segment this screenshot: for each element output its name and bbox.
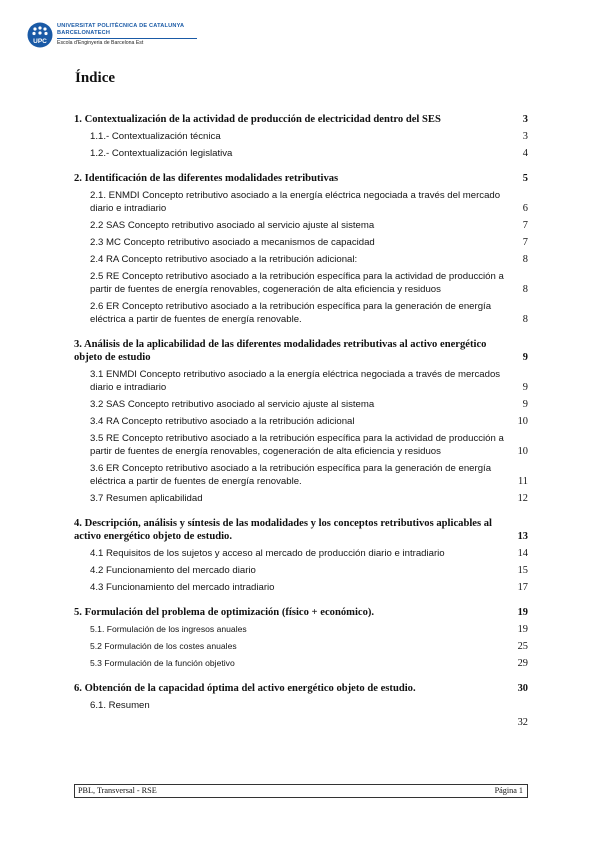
toc-subsection[interactable] [74,219,528,232]
toc-subsection[interactable] [74,300,528,326]
toc-entry-title: 6.1. Resumen [90,700,150,711]
toc-entry-page: 17 [517,582,528,593]
toc-entry-title: 3.4 RA Concepto retributivo asociado a la retribución adicional [90,416,355,427]
toc-entry-page: 15 [517,565,528,576]
toc-entry-title: 4. Descripción, análisis y síntesis de las modalidades y los conceptos retributivos aplicables al activo energético objeto de estudio. [74,518,492,542]
toc-entry-page: 11 [517,476,528,487]
toc-section[interactable] [74,517,528,543]
page-title: Índice [75,70,116,86]
toc-section[interactable] [74,606,528,619]
toc-entry-title: 1. Contextualización de la actividad de producción de electricidad dentro del SES [74,114,441,125]
university-tagline: BARCELONATECH [57,30,111,36]
toc-section[interactable] [74,172,528,185]
toc-entry-page: 7 [522,237,528,248]
toc-subsection[interactable] [74,640,528,653]
toc-entry-title: 2.5 RE Concepto retributivo asociado a la retribución específica para la actividad de producción a partir de fuentes de energía renovables, cogeneración de alta eficiencia y residuos [90,271,504,295]
toc-section[interactable] [74,338,528,364]
toc-entry-page: 9 [522,382,528,393]
toc-entry-page: 9 [522,399,528,410]
toc-trailing-page: 32 [517,717,528,728]
toc-entry-page: 12 [517,493,528,504]
toc-subsection[interactable] [74,368,528,394]
toc-entry-title: 5.3 Formulación de la función objetivo [90,658,235,668]
toc-subsection[interactable] [74,699,528,712]
toc-subsection[interactable] [74,253,528,266]
toc-entry-page: 10 [517,416,528,427]
toc-entry-page: 8 [522,254,528,265]
toc-subsection[interactable] [74,270,528,296]
toc-entry-page: 5 [522,173,528,184]
toc-entry-page: 13 [517,531,528,542]
table-of-contents [74,113,528,728]
footer-page-number: Página 1 [494,786,523,795]
toc-entry-page: 8 [522,284,528,295]
toc-entry-page: 3 [522,131,528,142]
toc-entry-title: 3.7 Resumen aplicabilidad [90,493,203,504]
toc-entry-page: 30 [517,683,528,694]
toc-subsection[interactable] [74,492,528,505]
toc-entry-title: 5.2 Formulación de los costes anuales [90,641,237,651]
school-name: Escola d'Enginyeria de Barcelona Est [57,40,144,46]
toc-subsection[interactable] [74,581,528,594]
logo-divider [57,38,197,39]
toc-entry-title: 4.1 Requisitos de los sujetos y acceso al mercado de producción diario e intradiario [90,548,445,559]
toc-entry-page: 25 [517,641,528,652]
toc-subsection[interactable] [74,415,528,428]
upc-seal-icon [27,22,53,48]
toc-subsection[interactable] [74,547,528,560]
toc-entry-title: 3. Análisis de la aplicabilidad de las diferentes modalidades retributivas al activo energético objeto de estudio [74,339,487,363]
university-logo [27,22,185,54]
toc-entry-title: 5.1. Formulación de los ingresos anuales [90,624,247,634]
page-footer [74,784,528,798]
toc-entry-title: 1.2.- Contextualización legislativa [90,148,233,159]
toc-entry-title: 6. Obtención de la capacidad óptima del activo energético objeto de estudio. [74,683,416,694]
toc-entry-page: 19 [517,607,528,618]
toc-entry-title: 2.3 MC Concepto retributivo asociado a mecanismos de capacidad [90,237,375,248]
toc-subsection[interactable] [74,398,528,411]
toc-entry-title: 2.4 RA Concepto retributivo asociado a la retribución adicional: [90,254,358,265]
toc-entry-page: 19 [517,624,528,635]
toc-section[interactable] [74,113,528,126]
toc-subsection[interactable] [74,432,528,458]
toc-subsection[interactable] [74,462,528,488]
toc-entry-title: 4.2 Funcionamiento del mercado diario [90,565,256,576]
toc-entry-title: 2.6 ER Concepto retributivo asociado a la retribución específica para la generación de energía eléctrica a partir de fuentes de energía renovable. [90,301,492,325]
toc-entry-title: 2. Identificación de las diferentes modalidades retributivas [74,173,339,184]
toc-entry-page: 8 [522,314,528,325]
toc-entry-title: 4.3 Funcionamiento del mercado intradiario [90,582,275,593]
toc-entry-title: 3.6 ER Concepto retributivo asociado a la retribución específica para la generación de energía eléctrica a partir de fuentes de energía renovable. [90,463,492,487]
toc-section[interactable] [74,682,528,695]
toc-entry-page: 29 [517,658,528,669]
toc-entry-page: 7 [522,220,528,231]
toc-subsection[interactable] [74,657,528,670]
toc-entry-title: 2.1. ENMDI Concepto retributivo asociado a la energía eléctrica negociada a través del mercado diario e intradiario [90,190,501,214]
toc-entry-title: 2.2 SAS Concepto retributivo asociado al servicio ajuste al sistema [90,220,375,231]
toc-subsection[interactable] [74,189,528,215]
toc-entry-title: 3.5 RE Concepto retributivo asociado a la retribución específica para la actividad de producción a partir de fuentes de energía renovables, cogeneración de alta eficiencia y residuos [90,433,504,457]
university-name: UNIVERSITAT POLITÈCNICA DE CATALUNYA [57,23,185,29]
toc-entry-title: 3.1 ENMDI Concepto retributivo asociado a la energía eléctrica negociada a través de mercados diario e intradiario [90,369,501,393]
toc-entry-page: 3 [522,114,528,125]
footer-course: PBL, Transversal - RSE [78,786,157,795]
toc-subsection[interactable] [74,147,528,160]
toc-entry-page: 6 [522,203,528,214]
toc-entry-title: 5. Formulación del problema de optimización (físico + económico). [74,607,375,618]
toc-entry-page: 14 [517,548,528,559]
logo-letters: UPC [33,38,47,45]
toc-entry-page: 10 [517,446,528,457]
toc-entry-title: 1.1.- Contextualización técnica [90,131,221,142]
toc-subsection[interactable] [74,236,528,249]
toc-subsection[interactable] [74,130,528,143]
toc-entry-page: 4 [522,148,528,159]
toc-subsection[interactable] [74,623,528,636]
toc-entry-page: 9 [522,352,528,363]
toc-subsection[interactable] [74,564,528,577]
toc-entry-title: 3.2 SAS Concepto retributivo asociado al servicio ajuste al sistema [90,399,375,410]
